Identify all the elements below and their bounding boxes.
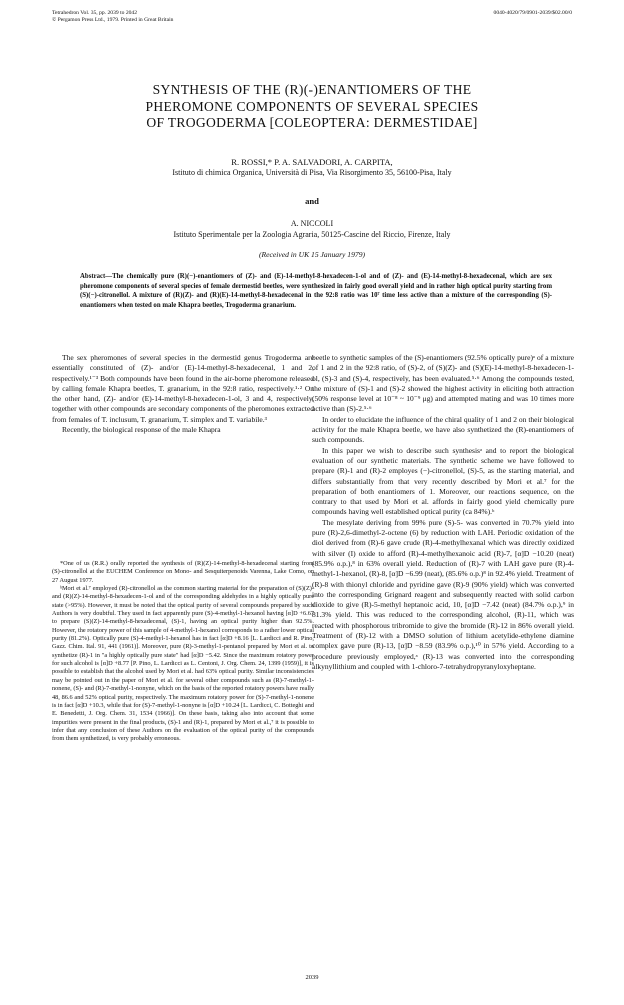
author-name-2: A. NICCOLI	[290, 219, 334, 228]
paper-title	[60, 82, 564, 132]
publisher-line: © Pergamon Press Ltd., 1979. Printed in Great Britain	[52, 17, 174, 23]
journal-header	[52, 10, 173, 24]
author-block-2	[40, 219, 584, 240]
footnote: ᵇMori et al.⁷ employed (R)-citronellol as the common starting material for the preparation of (S)(Z)- and (R)(Z)-14-methyl-8-hexadecen-1-ol and of the corresponding aldehydes in a highly optically pure state (>95%). However, it must be noted that the optical purity of several compounds prepared by such Authors is very doubtful. They used in fact apparently pure (S)-4-methyl-1-hexanol having [α]D +6.67 to prepare (S)(Z)-14-methyl-8-hexadecenal, (S)-1, having an optical purity higher than 92.5%. However, the rotatory power of this sample of 4-methyl-1-hexanol corresponds to a rather lower optical purity (81.2%). Optically pure (S)-4-methyl-1-hexanol has in fact [α]D +8.16 [L. Lardicci and R. Pino, Gazz. Chim. Ital. 91, 441 (1961)]. Moreover, pure (R)-3-methyl-1-pentanol prepared by Mori et al. to synthetize (R)-1 in "a highly optically pure state" had [α]D −5.42. Since the maximum rotatory power for such alcohol is [α]D +8.77 [P. Pino, L. Lardicci as L. Centoni, J. Org. Chem. 24, 1399 (1959)], it is possible to establish that the alcohol used by Mori et al. had 63% optical purity. Similar inconsistencies may be pointed out in the paper of Mori et al. for several other compounds such as (R)-7-methyl-1-nonene, (S)- and (R)-7-methyl-1-nonyne, which on the basis of the reported rotatory powers have really 48, 86.6 and 52% optical purity, respectively. The maximum rotatory power for (S)-7-methyl-1-nonene is in fact [α]D +10.3, while that for (S)-7-methyl-1-nonyne is [α]D +10.24 [L. Lardicci, C. Botteghi and E. Benedetti, J. Org. Chem. 31, 1534 (1966)]. On these basis, taking also into account that some impurities were present in the final products, (S)-1 and (R)-1, prepared by Mori et al.,⁷ it is possible to infer that any conclusion of these Authors on the evaluation of the optical purity of the compounds from them synthetized, is very probably erroneous.	[52, 585, 314, 743]
body-paragraph: The mesylate deriving from 99% pure (S)-5- was converted in 70.7% yield into pure (R)-2,6-dimethyl-2-octene (6) by reduction with LAH. Periodic oxidation of the diol derived from (R)-6 gave crude (R)-4-methylhexanal which was directly oxidized with silver (I) oxide to afford (R)-4-methylhexanoic acid (R)-7, [α]D −10.20 (neat) (85.9% o.p.),⁸ in 63% overall yield. Reduction of (R)-7 with LAH gave pure (R)-4-methyl-1-hexanol, (R)-8, [α]D −6.99 (neat), (85.6% o.p.)⁸ in 92.4% yield. Treatment of (R)-8 with thionyl chloride and pyridine gave (R)-9 (90% yield) which was converted into the corresponding Grignard reagent and subsequently reacted with solid carbon dioxide to give (R)-5-methyl heptanoic acid, 10, [α]D −7.42 (neat) (84.7% o.p.),⁹ in 81.3% yield. This was reduced to the corresponding alcohol, (R)-11, which was reacted with phosphorous tribromide to give the bromide (R)-12 in 86% overall yield. Treatment of (R)-12 with a DMSO solution of lithium acetylide-ethylene diamine complex gave pure (R)-13, [α]D −8.59 (83.9% o.p.),¹⁰ in 57% yield. According to a procedure previously employed,ᵃ (R)-13 was converted into the corresponding alkynyllithium and coupled with 1-chloro-7-tetrahydropyranyloxyheptane.	[312, 517, 574, 671]
body-paragraph: Recently, the biological response of the male Khapra	[62, 425, 221, 435]
title-line: PHEROMONE COMPONENTS OF SEVERAL SPECIES	[145, 98, 479, 114]
left-column	[52, 353, 314, 435]
right-column	[312, 353, 574, 672]
author-affiliation: Istituto di chimica Organica, Università di Pisa, Via Risorgimento 35, 56100-Pisa, Italy	[172, 167, 452, 177]
footnotes	[52, 560, 314, 744]
body-paragraph: In this paper we wish to describe such synthesisᵃ and to report the biological evaluation of our synthetic materials. The synthetic scheme we have followed to prepare (R)-1 and (R)-2 employes (−)-citronellol, (S)-5, as the starting material, and differs substantially from that very recently described by Mori et al.⁷ for the preparation of both enantiomers of 1. Moreover, our reactions sequence, on the contrary to that used by Mori et al. affords in fairly good yield chemically pure compounds having well established optical purity (ca 84%).ᵇ	[312, 445, 574, 517]
received-date: (Received in UK 15 January 1979)	[258, 250, 366, 259]
author-names: R. ROSSI,* P. A. SALVADORI, A. CARPITA,	[231, 157, 393, 167]
author-affiliation-2: Istituto Sperimentale per la Zoologia Agraria, 50125-Cascine del Riccio, Firenze, Italy	[173, 229, 451, 239]
footnote: *One of us (R.R.) orally reported the synthesis of (R)(Z)-14-methyl-8-hexadecenal starting from (S)-citronellol at the EUCHEM Conference on Mono- and Sesquiterpenoids Varenna, Lake Como, on 27 August 1977.	[52, 560, 314, 584]
body-paragraph: The sex pheromones of several species in the dermestid genus Trogoderma are essentially constituted of (Z)- and/or (E)-14-methyl-8-hexadecenal, 1 and 2, respectively.¹⁻³ Both compounds have been found in the air-borne pheromone released by calling female Khapra beetles, T. granarium, in the 92:8 ratio, respectively.¹·² On the other hand, (Z)- and/or (E)-14-methyl-8-hexadecen-1-ol, 3 and 4, respectively, together with other compounds are secondary components of the pheromones extracted from females of T. inclusum, T. granarium, T. simplex and T. variabile.³	[52, 353, 314, 424]
body-paragraph: In order to elucidate the influence of the chiral quality of 1 and 2 on their biological activity for the male Khapra beetle, we have also synthetized the (R)-enantiomers of such compounds.	[312, 414, 574, 445]
title-line: SYNTHESIS OF THE (R)(-)ENANTIOMERS OF THE	[152, 82, 472, 97]
journal-citation: Tetrahedron Vol. 35, pp. 2039 to 2042	[52, 10, 138, 16]
page-number: 2039	[305, 974, 319, 981]
title-line: OF TROGODERMA [COLEOPTERA: DERMESTIDAE]	[146, 115, 478, 130]
abstract: Abstract—The chemically pure (R)(−)-enantiomers of (Z)- and (E)-14-methyl-8-hexadecen-1-ol and of (Z)- and (E)-14-methyl-8-hexadecenal, which are sex pheromone components of several species of female dermestid beetles, were synthesized in fairly good overall yield and in rather high optical purity starting from (S)(−)-citronellol. A mixture of (R)(Z)- and (R)(E)-14-methyl-8-hexadecenal in the 92:8 ratio was 10⁷ time less active than a mixture of the corresponding (S)-enantiomers when tested on male Khapra beetles, Trogoderma granarium.	[80, 273, 552, 309]
author-conjunction: and	[305, 196, 319, 206]
author-block	[40, 157, 584, 178]
article-code: 0040-4020/79/0901-2039/$02.00/0	[493, 10, 572, 16]
body-paragraph: beetle to synthetic samples of the (S)-enantiomers (92.5% optically pure)ᵃ of a mixture of 1 and 2 in the 92:8 ratio, of (S)-2, of (S)(Z)- and (S)(E)-14-methyl-8-hexadecen-1-ol, (S)-3 and (S)-4, respectively, has been evaluated.⁵·⁶ Among the compounds tested, the mixture of (S)-1 and (S)-2 showed the highest activity in eliciting both attraction (50% response level at 10⁻⁸ ~ 10⁻⁹ μg) and attempted mating and was 10 times more active than (S)-2.⁵·⁶	[312, 353, 574, 414]
